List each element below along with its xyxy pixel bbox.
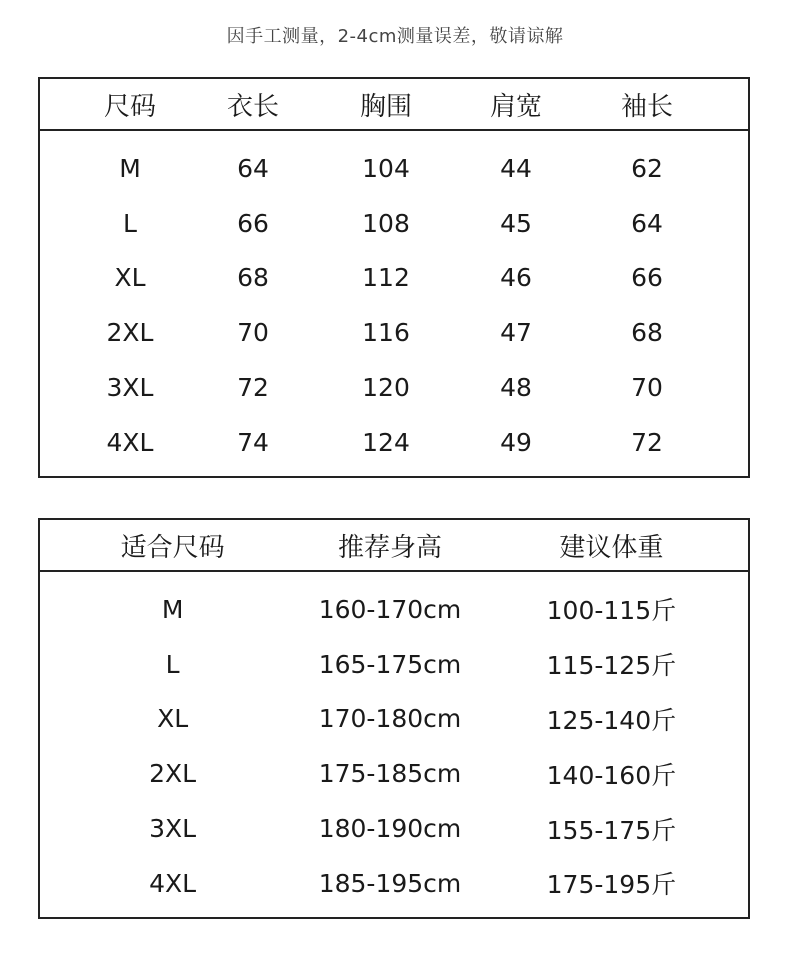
- cell-weight: 115-125斤: [546, 651, 677, 681]
- cell-shoulder: 48: [500, 373, 532, 403]
- cell-shoulder: 45: [500, 208, 532, 238]
- cell-size: 3XL: [106, 373, 154, 403]
- table-row: [40, 196, 748, 251]
- header-size: 尺码: [103, 91, 156, 122]
- cell-chest: 116: [362, 318, 410, 348]
- cell-height: 180-190cm: [318, 814, 462, 844]
- cell-length: 68: [237, 263, 269, 293]
- cell-size: 2XL: [106, 318, 154, 348]
- header-sleeve: 袖长: [620, 91, 673, 122]
- header-shoulder: 肩宽: [489, 91, 542, 122]
- cell-sleeve: 70: [631, 373, 663, 403]
- cell-weight: 140-160斤: [546, 760, 677, 790]
- header-length: 衣长: [226, 91, 279, 122]
- table-row: [40, 360, 748, 415]
- table-row: [40, 856, 748, 911]
- cell-length: 66: [237, 208, 269, 238]
- cell-fit-size: 4XL: [149, 868, 197, 898]
- cell-chest: 112: [362, 263, 410, 293]
- cell-fit-size: 2XL: [149, 759, 197, 789]
- cell-height: 170-180cm: [318, 704, 462, 734]
- cell-weight: 155-175斤: [546, 815, 677, 845]
- cell-height: 175-185cm: [318, 759, 462, 789]
- cell-chest: 104: [362, 153, 410, 183]
- cell-weight: 125-140斤: [546, 705, 677, 735]
- cell-sleeve: 72: [631, 427, 663, 457]
- cell-shoulder: 47: [500, 318, 532, 348]
- cell-shoulder: 44: [500, 153, 532, 183]
- header-height: 推荐身高: [338, 532, 443, 563]
- table-row: [40, 305, 748, 360]
- cell-length: 72: [237, 373, 269, 403]
- header-fit-size: 适合尺码: [120, 532, 225, 563]
- cell-weight: 175-195斤: [546, 870, 677, 900]
- table-row: [40, 746, 748, 801]
- cell-size: M: [119, 153, 141, 183]
- cell-chest: 120: [362, 373, 410, 403]
- cell-chest: 124: [362, 427, 410, 457]
- table-row: [40, 692, 748, 747]
- cell-fit-size: M: [161, 594, 184, 624]
- cell-size: 4XL: [106, 427, 154, 457]
- header-weight: 建议体重: [559, 532, 664, 563]
- cell-height: 185-195cm: [318, 868, 462, 898]
- cell-sleeve: 68: [631, 318, 663, 348]
- cell-fit-size: L: [165, 649, 180, 679]
- table-row: [40, 251, 748, 306]
- cell-sleeve: 62: [631, 153, 663, 183]
- cell-chest: 108: [362, 208, 410, 238]
- table-header: [40, 79, 748, 131]
- table-row: [40, 637, 748, 692]
- cell-size: L: [123, 208, 137, 238]
- cell-size: XL: [114, 263, 146, 293]
- cell-shoulder: 46: [500, 263, 532, 293]
- cell-fit-size: 3XL: [149, 814, 197, 844]
- table-row: [40, 415, 748, 470]
- cell-weight: 100-115斤: [546, 596, 677, 626]
- table-header: [40, 520, 748, 572]
- table-row: [40, 582, 748, 637]
- fit-recommendation-table: [38, 518, 750, 919]
- cell-length: 70: [237, 318, 269, 348]
- cell-sleeve: 66: [631, 263, 663, 293]
- size-measurement-table: [38, 77, 750, 478]
- table-row: [40, 141, 748, 196]
- cell-length: 74: [237, 427, 269, 457]
- cell-shoulder: 49: [500, 427, 532, 457]
- cell-length: 64: [237, 153, 269, 183]
- cell-height: 165-175cm: [318, 649, 462, 679]
- measurement-note: 因手工测量，2-4cm测量误差，敬请谅解: [226, 26, 564, 47]
- cell-fit-size: XL: [157, 704, 189, 734]
- header-chest: 胸围: [359, 91, 412, 122]
- cell-sleeve: 64: [631, 208, 663, 238]
- table-row: [40, 801, 748, 856]
- cell-height: 160-170cm: [318, 594, 462, 624]
